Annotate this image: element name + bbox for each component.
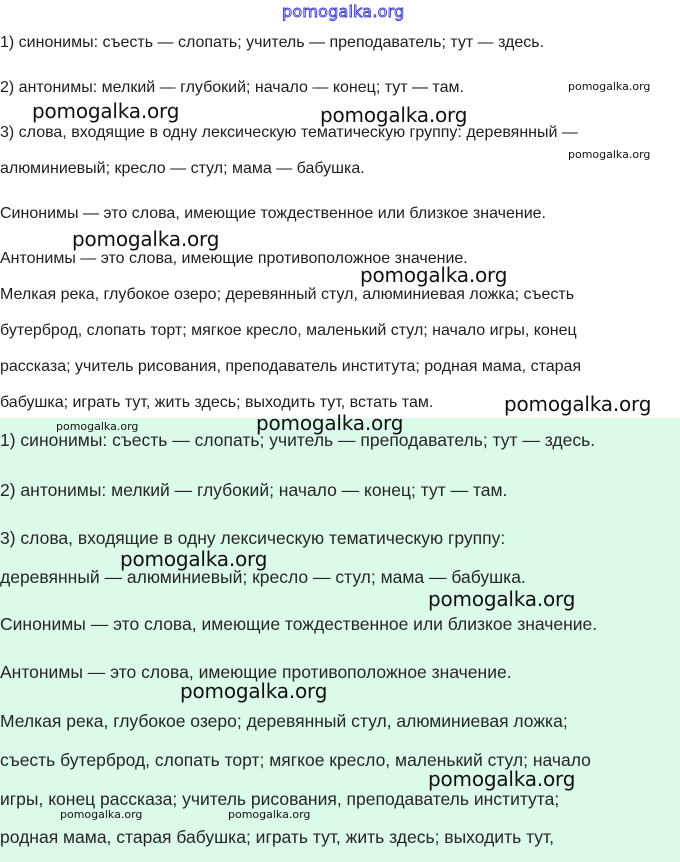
answer-text-line: родная мама, старая бабушка; играть тут, жить здесь; выходить тут, [0, 827, 554, 847]
answer-image-line: 2) антонимы: мелкий — глубокий; начало — конец; тут — там. [0, 79, 464, 96]
answer-text-line: съесть бутерброд, слопать торт; мягкое кресло, маленький стул; начало [0, 750, 591, 770]
watermark: pomogalka.org [180, 679, 328, 703]
answer-text-line: 3) слова, входящие в одну лексическую тематическую группу: [0, 528, 506, 548]
watermark: pomogalka.org [60, 808, 143, 821]
answer-image-line: бутерброд, слопать торт; мягкое кресло, маленький стул; начало игры, конец [0, 322, 577, 339]
answer-image-line: Антонимы — это слова, имеющие противоположное значение. [0, 250, 468, 267]
watermark: pomogalka.org [428, 587, 576, 611]
answer-text-line: Мелкая река, глубокое озеро; деревянный стул, алюминиевая ложка; [0, 711, 568, 731]
answer-text-line: 2) антонимы: мелкий — глубокий; начало — конец; тут — там. [0, 480, 508, 500]
site-watermark-header: pomogalka.org [282, 2, 405, 21]
answer-image-line: Синонимы — это слова, имеющие тождественное или близкое значение. [0, 205, 546, 222]
watermark: pomogalka.org [568, 148, 651, 161]
watermark: pomogalka.org [568, 80, 651, 93]
answer-image-line: рассказа; учитель рисования, преподаватель института; родная мама, старая [0, 358, 582, 375]
answer-text-line: деревянный — алюминиевый; кресло — стул; мама — бабушка. [0, 567, 526, 587]
watermark: pomogalka.org [256, 411, 404, 435]
answer-image-line: бабушка; играть тут, жить здесь; выходить тут, встать там. [0, 394, 434, 411]
answer-text-line: Антонимы — это слова, имеющие противоположное значение. [0, 662, 512, 682]
watermark: pomogalka.org [120, 547, 268, 571]
watermark: pomogalka.org [228, 808, 311, 821]
answer-text-line: 1) синонимы: съесть — слопать; учитель — преподаватель; тут — здесь. [0, 430, 596, 450]
answer-image-line: 1) синонимы: съесть — слопать; учитель — преподаватель; тут — здесь. [0, 34, 545, 51]
watermark: pomogalka.org [72, 227, 220, 251]
answer-image-line: Мелкая река, глубокое озеро; деревянный стул, алюминиевая ложка; съесть [0, 286, 575, 303]
answer-image-line: 3) слова, входящие в одну лексическую тематическую группу: деревянный — [0, 124, 578, 141]
watermark: pomogalka.org [32, 99, 180, 123]
answer-text-line: игры, конец рассказа; учитель рисования, преподаватель института; [0, 789, 560, 809]
watermark: pomogalka.org [504, 392, 652, 416]
watermark: pomogalka.org [428, 767, 576, 791]
watermark: pomogalka.org [56, 420, 139, 433]
watermark: pomogalka.org [360, 263, 508, 287]
answer-text-line: Синонимы — это слова, имеющие тождественное или близкое значение. [0, 614, 598, 634]
watermark: pomogalka.org [320, 103, 468, 127]
answer-image-line: алюминиевый; кресло — стул; мама — бабушка. [0, 160, 365, 177]
